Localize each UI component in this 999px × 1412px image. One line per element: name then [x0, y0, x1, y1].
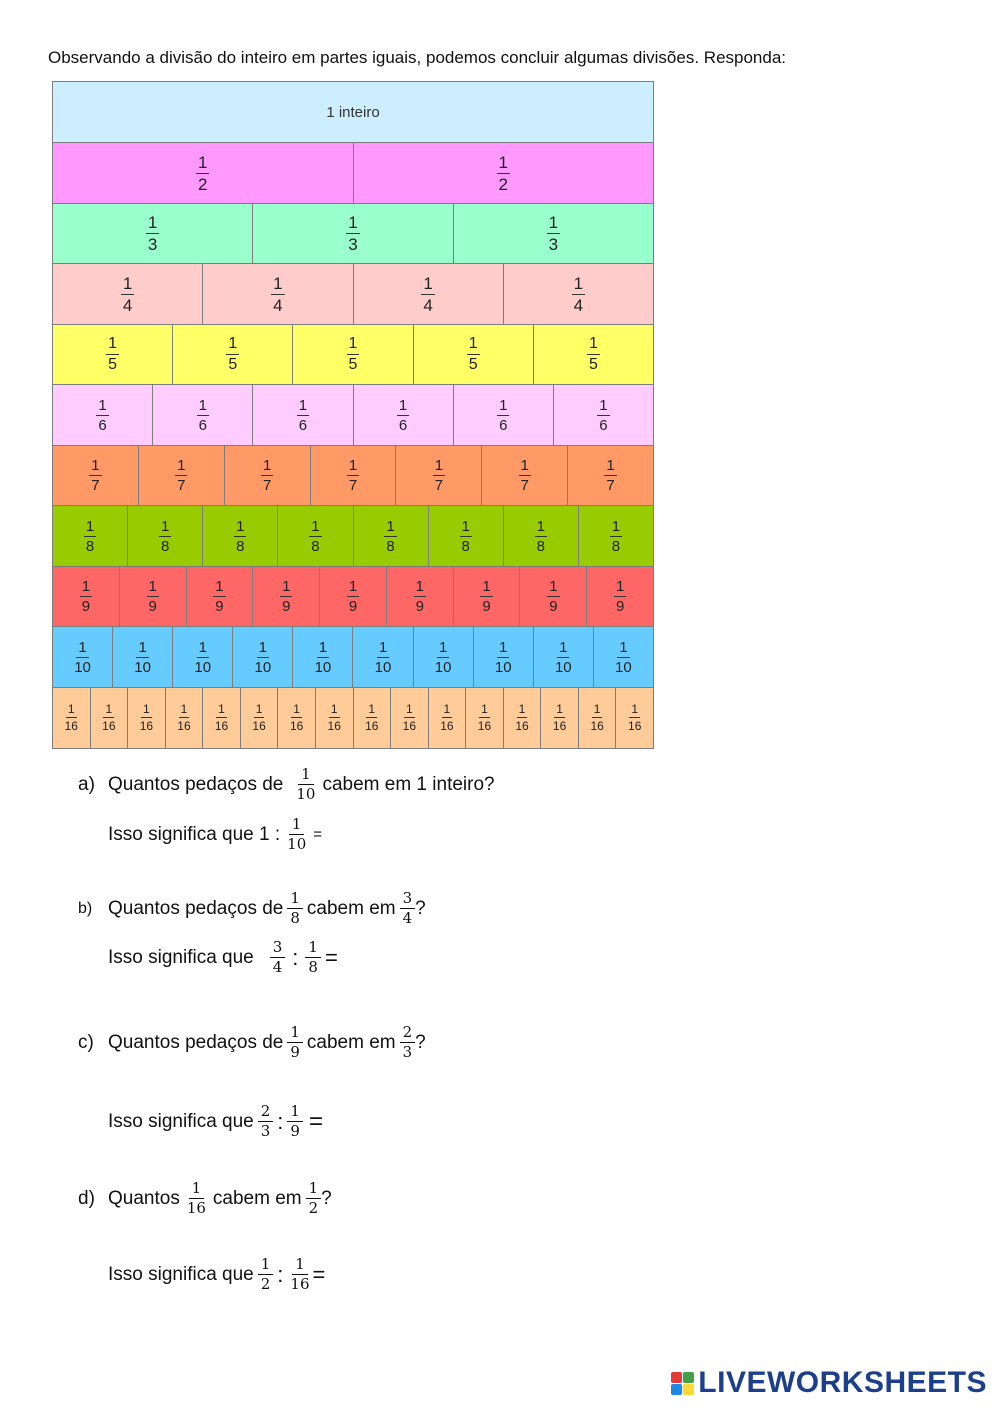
question-label: d) [78, 1187, 95, 1209]
cell-fraction: 1 6 [599, 396, 608, 434]
question-text: Quantos pedaços de [108, 1031, 284, 1053]
wall-row-4 [52, 264, 654, 326]
cell-fraction: 1 16 [440, 702, 454, 734]
cell-fraction: 1 10 [194, 638, 212, 676]
question-text: cabem em [306, 897, 396, 919]
cell-fraction: 1 10 [494, 638, 512, 676]
cell-fraction: 1 9 [549, 578, 558, 616]
cell-fraction: 1 6 [499, 396, 508, 434]
fraction-cell [593, 626, 654, 689]
cell-fraction: 1 16 [365, 702, 379, 734]
fraction-cell [473, 626, 534, 689]
fraction-cell [578, 687, 617, 750]
fraction-cell [202, 263, 353, 326]
fraction-cell [52, 263, 203, 326]
fraction-cell [353, 505, 429, 568]
fraction-cell [52, 445, 139, 508]
answer-prefix: Isso significa que [108, 946, 254, 968]
cell-fraction: 1 7 [91, 457, 100, 495]
cell-fraction: 1 3 [348, 213, 358, 255]
fraction-cell [428, 505, 504, 568]
answer-line-b [108, 940, 338, 975]
fraction-cell [453, 203, 654, 266]
answer-prefix: Isso significa que [108, 1110, 254, 1132]
cell-fraction: 1 16 [402, 702, 417, 734]
cell-fraction: 1 10 [74, 638, 91, 676]
cell-fraction: 1 16 [327, 702, 341, 734]
liveworksheets-logo[interactable] [671, 1366, 987, 1400]
cell-fraction: 1 16 [590, 702, 604, 734]
question-text: Quantos [108, 1187, 180, 1209]
fraction-cell [553, 384, 654, 447]
wall-row-16 [52, 688, 654, 750]
question-b [78, 891, 426, 926]
fraction-cell [165, 687, 204, 750]
cell-fraction: 1 8 [386, 517, 395, 555]
cell-fraction: 1 7 [520, 457, 529, 495]
cell-fraction: 1 7 [348, 457, 358, 495]
cell-fraction: 1 16 [139, 702, 154, 734]
cell-fraction: 1 9 [615, 578, 625, 616]
wall-row-3 [52, 204, 654, 266]
cell-fraction: 1 5 [348, 335, 358, 374]
fraction-cell [292, 626, 353, 689]
cell-fraction: 1 8 [611, 517, 621, 555]
fraction-cell [252, 384, 353, 447]
fraction-cell [386, 566, 454, 629]
cell-fraction: 1 8 [161, 517, 170, 555]
cell-fraction: 1 16 [515, 702, 529, 734]
wall-row-10 [52, 627, 654, 689]
fraction-cell [413, 324, 534, 387]
cell-fraction: 1 6 [298, 396, 308, 434]
cell-fraction: 1 16 [177, 702, 191, 734]
fraction-cell [319, 566, 387, 629]
cell-fraction: 1 10 [254, 638, 272, 676]
fraction-cell [52, 142, 354, 205]
fraction-cell [352, 626, 413, 689]
fraction-cell [186, 566, 254, 629]
equals-sign: = [324, 944, 338, 970]
cell-fraction: 1 5 [588, 335, 598, 374]
cell-fraction: 1 9 [148, 578, 157, 616]
cell-fraction: 1 6 [398, 396, 408, 434]
cell-fraction: 1 9 [415, 578, 424, 616]
question-mark: ? [321, 1187, 332, 1209]
cell-fraction: 1 16 [552, 702, 567, 734]
fraction: $\frac{1}{10}$ [287, 815, 307, 853]
cell-fraction: 1 9 [81, 578, 91, 616]
fraction-cell [202, 687, 241, 750]
cell-fraction: 1 10 [374, 638, 392, 676]
cell-fraction: 1 3 [548, 213, 559, 255]
division-sign: : [277, 1261, 284, 1287]
cell-fraction: 1 10 [554, 638, 572, 676]
cell-fraction: 1 7 [262, 457, 272, 495]
fraction: $\frac{1}{8}$ [305, 940, 321, 975]
fraction-cell [252, 566, 320, 629]
question-label: c) [78, 1031, 94, 1053]
cell-fraction: 1 9 [348, 578, 358, 616]
question-text: cabem em 1 inteiro? [322, 773, 495, 795]
fraction-cell [52, 203, 253, 266]
fraction-cell [413, 626, 474, 689]
fraction-cell [533, 626, 594, 689]
cell-fraction: 1 16 [252, 702, 266, 734]
answer-prefix: Isso significa que [108, 1263, 254, 1285]
fraction-cell [503, 687, 542, 750]
equals-sign: = [313, 826, 323, 843]
fraction-cell [90, 687, 129, 750]
fraction-cell [127, 687, 166, 750]
fraction-cell [503, 263, 654, 326]
cell-fraction: 1 8 [311, 517, 320, 555]
logo-text: LIVEWORKSHEETS [698, 1366, 987, 1399]
fraction: $\frac{1}{9}$ [287, 1104, 303, 1139]
fraction-cell [52, 324, 173, 387]
question-a [78, 767, 495, 802]
fraction-cell [152, 384, 253, 447]
cell-fraction: 1 8 [461, 517, 470, 555]
cell-fraction: 1 7 [434, 457, 444, 495]
fraction-cell [52, 384, 153, 447]
fraction-cell [353, 263, 504, 326]
fraction-cell [292, 324, 413, 387]
cell-fraction: 1 4 [122, 273, 133, 315]
fraction-cell [465, 687, 504, 750]
question-text: Quantos pedaços de [108, 897, 284, 919]
cell-fraction: 1 10 [615, 638, 632, 676]
cell-fraction: 1 16 [289, 702, 304, 734]
wall-row-8 [52, 506, 654, 568]
cell-fraction: 1 7 [606, 457, 615, 495]
wall-row-2 [52, 143, 654, 205]
question-text: cabem em [212, 1187, 302, 1209]
wall-row-7 [52, 446, 654, 508]
cell-fraction: 1 16 [64, 702, 78, 734]
fraction-cell [428, 687, 467, 750]
cell-fraction: 1 3 [147, 213, 158, 255]
answer-line-a [108, 817, 322, 852]
fraction-cell [453, 384, 554, 447]
fraction-cell [224, 445, 311, 508]
question-mark: ? [415, 1031, 426, 1053]
fraction: $\frac{3}{4}$ [400, 891, 416, 926]
fraction-cell [127, 505, 203, 568]
question-label: b) [78, 899, 93, 917]
cell-fraction: 1 7 [177, 457, 186, 495]
fraction: $\frac{1}{8}$ [287, 891, 303, 926]
fraction: $\frac{1}{9}$ [287, 1025, 303, 1060]
fraction-wall [52, 82, 654, 749]
fraction-cell [52, 687, 91, 750]
wall-row-whole [52, 82, 654, 144]
cell-fraction: 1 2 [498, 152, 508, 194]
wall-row-6 [52, 385, 654, 447]
fraction-cell [119, 566, 187, 629]
instructions: Observando a divisão do inteiro em partes iguais, podemos concluir algumas divisões. Responda: [48, 48, 787, 67]
question-c [78, 1025, 426, 1060]
fraction-cell [232, 626, 293, 689]
fraction: $\frac{2}{3}$ [258, 1104, 274, 1139]
fraction-cell [353, 142, 655, 205]
fraction-cell [202, 505, 278, 568]
wall-row-9 [52, 567, 654, 629]
cell-fraction: 1 10 [314, 638, 332, 676]
cell-fraction: 1 9 [215, 578, 224, 616]
fraction-cell [277, 687, 316, 750]
answer-prefix: Isso significa que 1 : [108, 823, 281, 845]
cell-fraction: 1 8 [536, 517, 545, 555]
fraction: $\frac{2}{3}$ [400, 1025, 416, 1060]
fraction-cell [578, 505, 654, 568]
fraction-cell [112, 626, 173, 689]
fraction-cell [395, 445, 482, 508]
fraction-cell [519, 566, 587, 629]
cell-fraction: 1 5 [468, 335, 478, 374]
cell-fraction: 1 5 [228, 335, 238, 374]
cell-fraction: 1 4 [573, 273, 584, 315]
cell-fraction: 1 4 [273, 273, 283, 315]
division-sign: : [292, 944, 299, 970]
cell-fraction: 1 6 [198, 396, 207, 434]
fraction-cell [277, 505, 353, 568]
question-d [78, 1181, 332, 1216]
cell-fraction: 1 2 [198, 152, 208, 194]
cell-fraction: 1 9 [482, 578, 491, 616]
logo-mark-icon [671, 1372, 694, 1395]
question-label: a) [78, 773, 95, 795]
cell-fraction: 1 10 [434, 638, 452, 676]
cell-fraction: 1 4 [423, 273, 433, 315]
fraction-cell [240, 687, 279, 750]
question-mark: ? [415, 897, 426, 919]
question-text: cabem em [306, 1031, 396, 1053]
question-text: Quantos pedaços de [108, 773, 284, 795]
fraction-cell [172, 626, 233, 689]
cell-fraction: 1 16 [628, 702, 642, 734]
cell-fraction: 1 16 [102, 702, 116, 734]
cell-fraction: 1 8 [85, 517, 95, 555]
cell-fraction: 1 9 [282, 578, 291, 616]
fraction-cell [540, 687, 579, 750]
fraction-cell [533, 324, 654, 387]
fraction: $\frac{1}{2}$ [306, 1181, 322, 1216]
fraction-cell [615, 687, 654, 750]
fraction-cell [252, 203, 453, 266]
fraction: $\frac{1}{10}$ [296, 765, 316, 803]
cell-fraction: 1 5 [108, 335, 118, 374]
wall-row-5 [52, 325, 654, 387]
fraction-cell [172, 324, 293, 387]
equals-sign: = [312, 1261, 326, 1287]
fraction-cell [310, 445, 397, 508]
fraction-cell [567, 445, 654, 508]
fraction: $\frac{1}{16}$ [290, 1255, 310, 1293]
fraction-cell [453, 566, 521, 629]
fraction: $\frac{1}{16}$ [186, 1179, 206, 1217]
fraction-cell [52, 566, 120, 629]
fraction-cell [503, 505, 579, 568]
fraction-cell [390, 687, 429, 750]
fraction-cell [353, 687, 392, 750]
cell-fraction: 1 10 [134, 638, 151, 676]
fraction-cell [353, 384, 454, 447]
fraction-cell [52, 626, 113, 689]
cell-fraction: 1 6 [98, 396, 107, 434]
fraction: $\frac{3}{4}$ [270, 940, 286, 975]
answer-line-d [108, 1257, 325, 1292]
fraction-cell [315, 687, 354, 750]
fraction-cell [138, 445, 225, 508]
fraction: $\frac{1}{2}$ [258, 1257, 274, 1292]
equals-sign: = [308, 1107, 323, 1135]
cell-fraction: 1 16 [214, 702, 229, 734]
cell-fraction: 1 16 [477, 702, 492, 734]
cell-fraction: 1 8 [236, 517, 245, 555]
division-sign: : [277, 1108, 284, 1134]
fraction-cell [586, 566, 654, 629]
whole-cell [52, 81, 654, 144]
answer-line-c [108, 1104, 323, 1139]
fraction-cell [52, 505, 128, 568]
whole-label: 1 inteiro [326, 104, 380, 121]
fraction-cell [481, 445, 568, 508]
